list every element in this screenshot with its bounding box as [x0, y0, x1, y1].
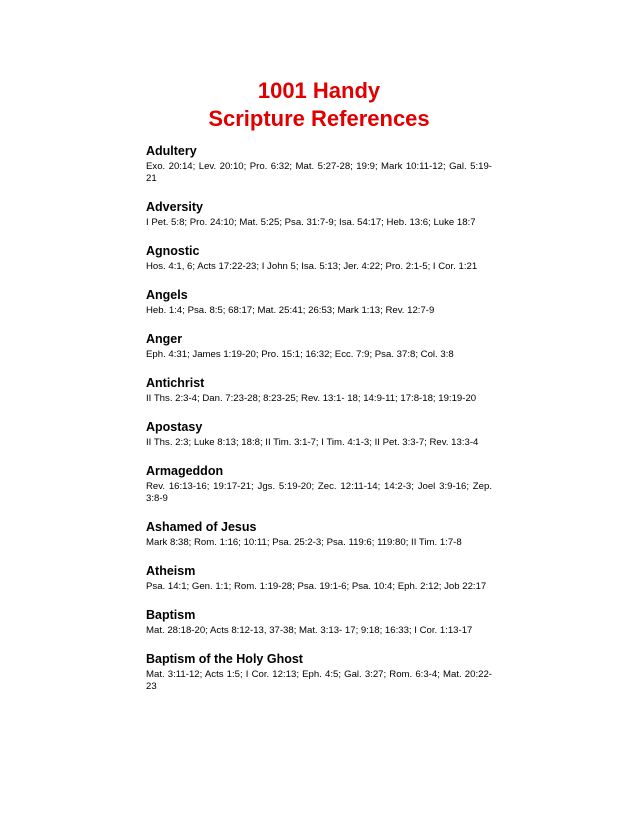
entry-adversity [146, 199, 492, 229]
scripture-references: Mark 8:38; Rom. 1:16; 10:11; Psa. 25:2-3; Psa. 119:6; 119:80; II Tim. 1:7-8 [146, 537, 462, 548]
entry-apostasy [146, 419, 492, 449]
scripture-references: Mat. 28:18-20; Acts 8:12-13, 37-38; Mat. 3:13- 17; 9:18; 16:33; I Cor. 1:13-17 [146, 625, 473, 636]
entry-baptism-of-the-holy-ghost [146, 651, 492, 693]
scripture-references: Psa. 14:1; Gen. 1:1; Rom. 1:19-28; Psa. 19:1-6; Psa. 10:4; Eph. 2:12; Job 22:17 [146, 581, 487, 592]
scripture-references: Rev. 16:13-16; 19:17-21; Jgs. 5:19-20; Zec. 12:11-14; 14:2-3; Joel 3:9-16; Zep. 3:8-9 [146, 481, 492, 504]
entry-armageddon [146, 463, 492, 505]
topic-heading: Adultery [146, 144, 197, 158]
topic-heading: Baptism of the Holy Ghost [146, 652, 303, 666]
entry-adultery [146, 143, 492, 185]
entry-anger [146, 331, 492, 361]
topic-heading: Antichrist [146, 376, 205, 390]
topic-heading: Apostasy [146, 420, 203, 434]
topic-heading: Ashamed of Jesus [146, 520, 257, 534]
topic-heading: Angels [146, 288, 188, 302]
scripture-references: Eph. 4:31; James 1:19-20; Pro. 15:1; 16:32; Ecc. 7:9; Psa. 37:8; Col. 3:8 [146, 349, 454, 360]
scripture-references: II Ths. 2:3-4; Dan. 7:23-28; 8:23-25; Rev. 13:1- 18; 14:9-11; 17:8-18; 19:19-20 [146, 393, 477, 404]
scripture-references: Heb. 1:4; Psa. 8:5; 68:17; Mat. 25:41; 26:53; Mark 1:13; Rev. 12:7-9 [146, 305, 435, 316]
title-line-2: Scripture References [208, 106, 430, 131]
entry-angels [146, 287, 492, 317]
scripture-references: II Ths. 2:3; Luke 8:13; 18:8; II Tim. 3:1-7; I Tim. 4:1-3; II Pet. 3:3-7; Rev. 13:3-4 [146, 437, 479, 448]
scripture-references: I Pet. 5:8; Pro. 24:10; Mat. 5:25; Psa. 31:7-9; Isa. 54:17; Heb. 13:6; Luke 18:7 [146, 217, 476, 228]
title-line-1: 1001 Handy [257, 78, 381, 103]
topic-heading: Adversity [146, 200, 203, 214]
scripture-references: Mat. 3:11-12; Acts 1:5; I Cor. 12:13; Eph. 4:5; Gal. 3:27; Rom. 6:3-4; Mat. 20:22-23 [146, 669, 492, 692]
entry-baptism [146, 607, 492, 637]
scripture-references: Hos. 4:1, 6; Acts 17:22-23; I John 5; Isa. 5:13; Jer. 4:22; Pro. 2:1-5; I Cor. 1:21 [146, 261, 478, 272]
topic-heading: Agnostic [146, 244, 200, 258]
scripture-references: Exo. 20:14; Lev. 20:10; Pro. 6:32; Mat. 5:27-28; 19:9; Mark 10:11-12; Gal. 5:19-21 [146, 161, 492, 184]
topic-heading: Baptism [146, 608, 196, 622]
entry-ashamed-of-jesus [146, 519, 492, 549]
entry-atheism [146, 563, 492, 593]
topic-heading: Armageddon [146, 464, 224, 478]
topic-heading: Atheism [146, 564, 196, 578]
topic-heading: Anger [146, 332, 183, 346]
entry-agnostic [146, 243, 492, 273]
reference-list [146, 143, 492, 693]
entry-antichrist [146, 375, 492, 405]
